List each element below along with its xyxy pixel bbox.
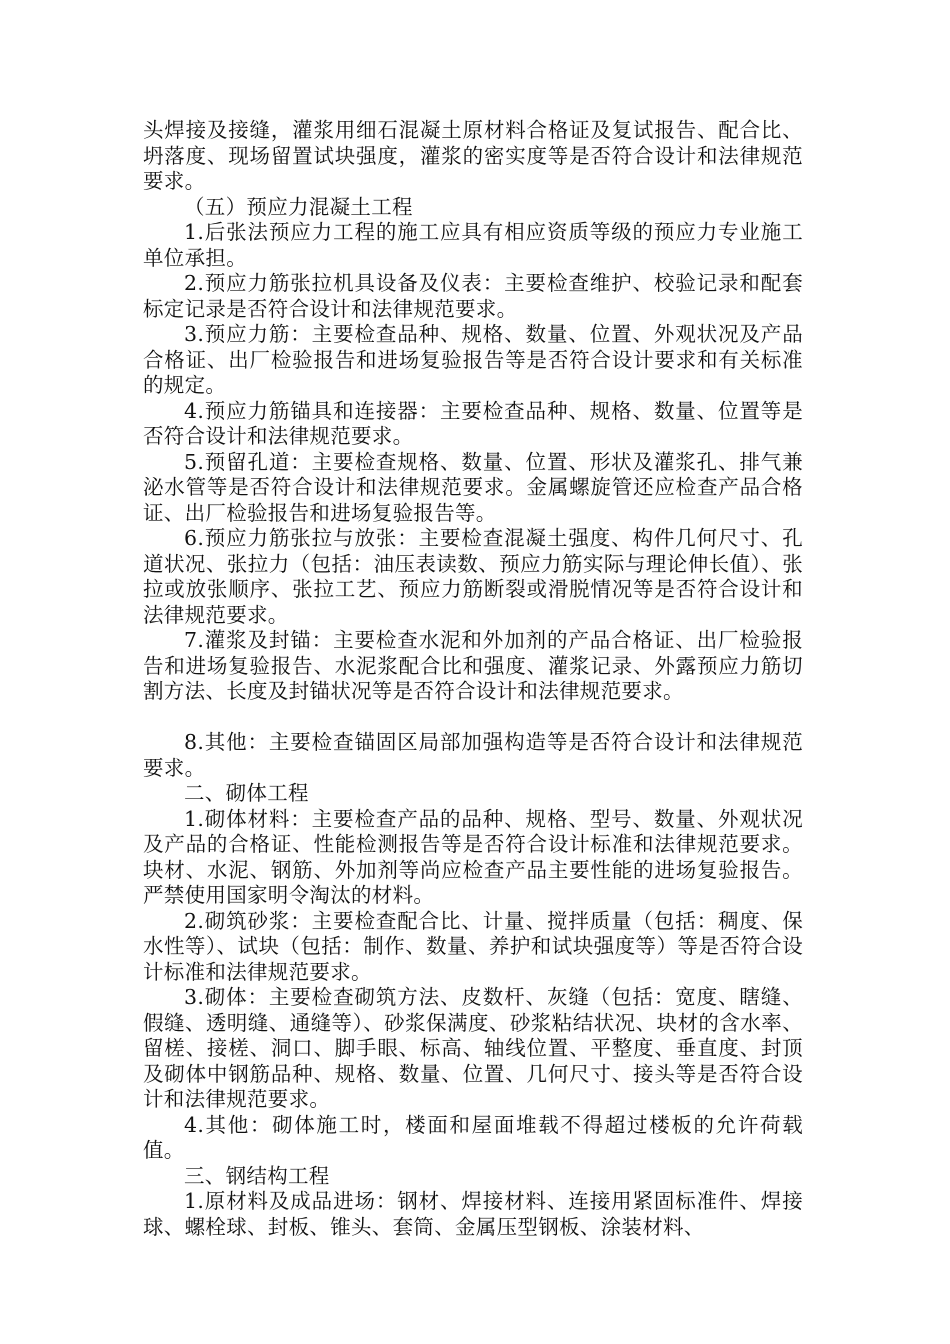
paragraph-item: 3.砌体：主要检查砌筑方法、皮数杆、灰缝（包括：宽度、瞎缝、假缝、透明缝、通缝等）、砂浆保满度、砂浆粘结状况、块材的含水率、留槎、接槎、洞口、脚手眼、标高、轴线位置、平整度、垂直度、封顶及砌体中钢筋品种、规格、数量、位置、几何尺寸、接头等是否符合设计和法律规范要求。	[143, 985, 803, 1111]
paragraph-item: 7.灌浆及封锚：主要检查水泥和外加剂的产品合格证、出厂检验报告和进场复验报告、水泥浆配合比和强度、灌浆记录、外露预应力筋切割方法、长度及封锚状况等是否符合设计和法律规范要求。	[143, 628, 803, 703]
section-heading-steel-structure: 三、钢结构工程	[184, 1163, 330, 1188]
paragraph-item: 5.预留孔道：主要检查规格、数量、位置、形状及灌浆孔、排气兼泌水管等是否符合设计和法律规范要求。金属螺旋管还应检查产品合格证、出厂检验报告和进场复验报告等。	[143, 449, 803, 525]
paragraph-item: 1.砌体材料：主要检查产品的品种、规格、型号、数量、外观状况及产品的合格证、性能检测报告等是否符合设计标准和法律规范要求。块材、水泥、钢筋、外加剂等尚应检查产品主要性能的进场复验报告。严禁使用国家明令淘汰的材料。	[143, 806, 803, 907]
section-heading-masonry: 二、砌体工程	[184, 781, 309, 805]
document-page	[143, 118, 803, 1240]
paragraph-continuation: 头焊接及接缝，灌浆用细石混凝土原材料合格证及复试报告、配合比、坍落度、现场留置试块强度，灌浆的密实度等是否符合设计和法律规范要求。	[143, 118, 803, 193]
paragraph-item: 3.预应力筋：主要检查品种、规格、数量、位置、外观状况及产品合格证、出厂检验报告和进场复验报告等是否符合设计要求和有关标准的规定。	[143, 322, 803, 397]
paragraph-item: 1.原材料及成品进场：钢材、焊接材料、连接用紧固标准件、焊接球、螺栓球、封板、锥头、套筒、金属压型钢板、涂装材料、	[143, 1189, 803, 1239]
section-heading-prestressed-concrete: （五）预应力混凝土工程	[184, 194, 413, 219]
paragraph-item: 4.其他：砌体施工时，楼面和屋面堆载不得超过楼板的允许荷载值。	[143, 1112, 803, 1162]
paragraph-item: 4.预应力筋锚具和连接器：主要检查品种、规格、数量、位置等是否符合设计和法律规范要求。	[143, 398, 803, 448]
paragraph-item: 2.预应力筋张拉机具设备及仪表：主要检查维护、校验记录和配套标定记录是否符合设计和法律规范要求。	[143, 271, 803, 321]
paragraph-item: 2.砌筑砂浆：主要检查配合比、计量、搅拌质量（包括：稠度、保水性等）、试块（包括：制作、数量、养护和试块强度等）等是否符合设计标准和法律规范要求。	[143, 908, 803, 984]
paragraph-item: 8.其他：主要检查锚固区局部加强构造等是否符合设计和法律规范要求。	[143, 730, 803, 780]
paragraph-item: 1.后张法预应力工程的施工应具有相应资质等级的预应力专业施工单位承担。	[143, 220, 803, 270]
paragraph-item: 6.预应力筋张拉与放张：主要检查混凝土强度、构件几何尺寸、孔道状况、张拉力（包括：油压表读数、预应力筋实际与理论伸长值）、张拉或放张顺序、张拉工艺、预应力筋断裂或滑脱情况等是否符合设计和法律规范要求。	[143, 526, 803, 627]
blank-line	[143, 705, 803, 731]
